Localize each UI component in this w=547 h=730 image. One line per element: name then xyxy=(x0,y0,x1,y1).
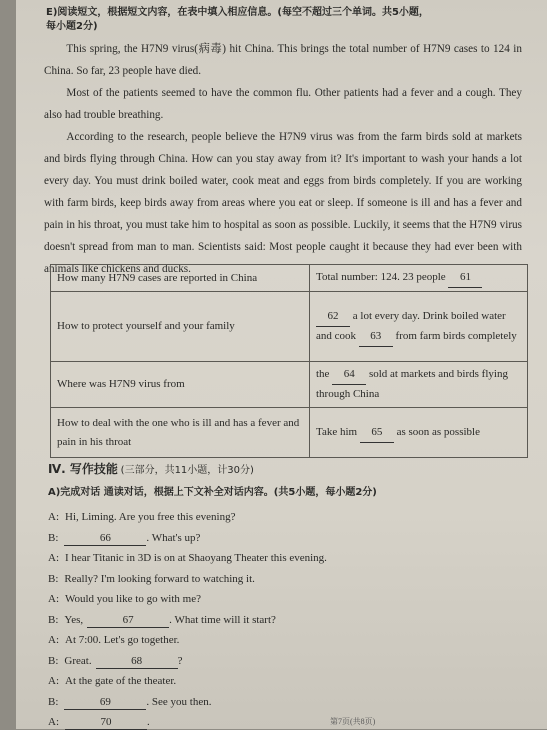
speaker-label: B: xyxy=(48,654,59,667)
table-answer xyxy=(310,362,528,408)
dialogue-instructions: A)完成对话 通读对话，根据上下文补全对话内容。(共5小题，每小题2分) xyxy=(48,487,377,498)
speaker-label: B: xyxy=(48,572,59,585)
speaker-label: B: xyxy=(48,695,59,708)
dialogue-text: At 7:00. Let's go together. xyxy=(65,634,180,646)
table-row xyxy=(51,408,528,458)
section-title: Ⅳ. 写作技能 xyxy=(48,462,118,476)
blank-70[interactable]: 70 xyxy=(65,715,147,730)
table-answer xyxy=(310,408,528,458)
page-footer: 第7页(共8页) xyxy=(330,717,376,726)
blank-67[interactable]: 67 xyxy=(87,613,169,628)
speaker-label: A: xyxy=(48,511,59,523)
table-question: How to deal with the one who is ill and has a fever and pain in his throat xyxy=(51,408,310,458)
answer-text: Take him xyxy=(316,425,358,438)
answer-text: Total number: 124. 23 people xyxy=(316,271,446,283)
blank-62[interactable]: 62 xyxy=(316,307,350,327)
table-question: How many H7N9 cases are reported in China xyxy=(51,265,310,292)
dialogue-text: Would you like to go with me? xyxy=(65,593,201,605)
section-e-header xyxy=(46,6,429,34)
answer-text: as soon as possible xyxy=(396,425,480,438)
speaker-label: A: xyxy=(48,593,59,605)
dialogue-line xyxy=(48,551,331,565)
dialogue-line xyxy=(48,510,239,524)
dialogue-text: I hear Titanic in 3D is on at Shaoyang Theater this evening. xyxy=(65,552,327,564)
blank-68[interactable]: 68 xyxy=(96,654,178,669)
blank-64[interactable]: 64 xyxy=(332,365,366,385)
dialogue-text: Yes, xyxy=(64,613,84,626)
speaker-label: A: xyxy=(48,675,59,687)
blank-63[interactable]: 63 xyxy=(359,327,393,347)
paragraph-2: Most of the patients seemed to have the common flu. Other patients had a fever and a cough. They also had trouble breathing. xyxy=(44,87,522,121)
dialogue-text: . See you then. xyxy=(146,695,212,708)
dialogue-line xyxy=(48,613,276,628)
dialogue-line xyxy=(48,695,211,710)
dialogue-text: Hi, Liming. Are you free this evening? xyxy=(65,511,236,523)
table-row xyxy=(51,265,528,292)
speaker-label: A: xyxy=(48,716,59,728)
info-table xyxy=(50,264,528,458)
answer-text: sold at markets and birds flying through China xyxy=(316,368,508,400)
dialogue-line xyxy=(48,592,205,606)
speaker-label: B: xyxy=(48,613,59,626)
dialogue-line xyxy=(48,674,180,688)
dialogue-text: . What's up? xyxy=(146,531,201,544)
table-row xyxy=(51,362,528,408)
dialogue-line xyxy=(48,715,150,730)
blank-69[interactable]: 69 xyxy=(64,695,146,710)
dialogue-text: ? xyxy=(177,654,183,667)
dialogue-text: Great. xyxy=(64,654,92,667)
dialogue-line xyxy=(48,633,183,647)
speaker-label: A: xyxy=(48,634,59,646)
section-e-instructions: E)阅读短文，根据短文内容，在表中填入相应信息。(每空不超过三个单词。共5小题， xyxy=(46,7,429,18)
answer-text: a lot every day. Drink boiled water and cook xyxy=(316,309,506,342)
table-question: How to protect yourself and your family xyxy=(51,292,310,362)
blank-61[interactable]: 61 xyxy=(448,268,482,288)
writing-section-title xyxy=(48,462,254,478)
answer-text: from farm birds completely xyxy=(395,329,517,342)
table-question: Where was H7N9 virus from xyxy=(51,362,310,408)
dialogue-line xyxy=(48,654,182,669)
dialogue-text: . What time will it start? xyxy=(169,613,276,626)
section-points: (三部分，共11小题，计30分) xyxy=(120,465,254,476)
table-row xyxy=(51,292,528,362)
speaker-label: B: xyxy=(48,531,59,544)
table-answer xyxy=(310,265,528,292)
section-e-points: 每小题2分) xyxy=(46,21,98,32)
dialogue-line xyxy=(48,572,259,586)
dialogue-text: . xyxy=(147,716,150,728)
speaker-label: A: xyxy=(48,552,59,564)
dialogue-text: At the gate of the theater. xyxy=(65,675,177,687)
blank-65[interactable]: 65 xyxy=(360,423,394,443)
dialogue-text: Really? I'm looking forward to watching it. xyxy=(64,572,255,585)
blank-66[interactable]: 66 xyxy=(64,531,146,546)
paragraph-3: According to the research, people believe the H7N9 virus was from the farm birds sold at markets and birds flying through China. How can you stay away from it? It's important to wash your hands a lot every day. You must drink boiled water, cook meat and eggs from birds completely. If you are working with farm birds, keep birds away from areas where you eat or sleep. If someone is ill and has a fever and pain in his throat, you must take him to hospital as soon as possible. Luckily, it seems that the H7N9 virus doesn't spread from man to man. Scientists said: Most people caught it because they had ever been with animals like chickens and ducks. xyxy=(44,131,522,275)
dialogue-line xyxy=(48,531,200,546)
paragraph-1: This spring, the H7N9 virus(病毒) hit China. This brings the total number of H7N9 cases to 124 in China. So far, 23 people have died. xyxy=(44,43,522,77)
table-answer xyxy=(310,292,528,362)
answer-text: the xyxy=(316,368,330,380)
